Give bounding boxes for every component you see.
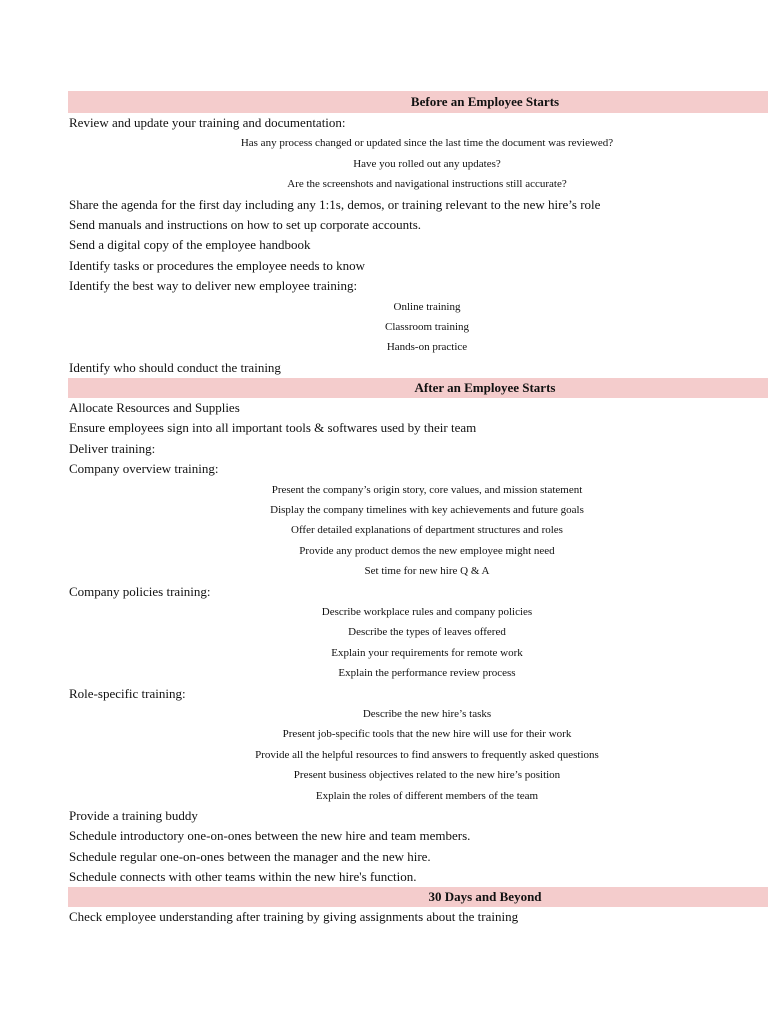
checklist-item: Review and update your training and documentation: [69, 115, 346, 130]
checklist-subitem: Provide all the helpful resources to find answers to frequently asked questions [255, 748, 599, 761]
checklist-subitem: Present job-specific tools that the new hire will use for their work [282, 728, 572, 741]
checklist-subitem: Describe the types of leaves offered [348, 626, 506, 639]
section-header-after: After an Employee Starts [68, 378, 768, 398]
checklist-subitem: Have you rolled out any updates? [353, 157, 501, 170]
checklist-subitem: Explain the performance review process [338, 667, 516, 680]
checklist-item: Schedule connects with other teams within the new hire's function. [69, 869, 417, 885]
checklist-item: Company policies training: [69, 583, 211, 599]
checklist-item: Send manuals and instructions on how to set up corporate accounts. [69, 216, 422, 232]
checklist-item: Ensure employees sign into all important tools & softwares used by their team [69, 420, 477, 436]
checklist-item: Identify the best way to deliver new employee training: [69, 278, 358, 294]
checklist-subitem: Set time for new hire Q & A [364, 565, 490, 578]
checklist-item: Identify who should conduct the training [69, 359, 281, 375]
checklist-subitem: Provide any product demos the new employee might need [299, 544, 555, 557]
checklist-item: Schedule regular one-on-ones between the manager and the new hire. [69, 848, 431, 864]
checklist-item: Identify tasks or procedures the employee needs to know [69, 257, 366, 273]
checklist-subitem: Explain the roles of different members of the team [315, 789, 539, 802]
checklist-item: Provide a training buddy [69, 807, 198, 823]
checklist-subitem: Online training [393, 300, 461, 313]
checklist-item: Share the agenda for the first day including any 1:1s, demos, or training relevant to the new hire’s role [69, 196, 601, 212]
checklist-subitem: Hands-on practice [386, 341, 468, 354]
checklist-subitem: Present business objectives related to the new hire’s position [293, 769, 561, 782]
checklist-item: Schedule introductory one-on-ones between the new hire and team members. [69, 828, 471, 844]
checklist-item: Company overview training: [69, 461, 219, 477]
checklist-subitem: Display the company timelines with key achievements and future goals [270, 504, 584, 517]
checklist-item: Send a digital copy of the employee handbook [69, 237, 311, 253]
checklist-subitem: Classroom training [384, 320, 470, 333]
section-header-before: Before an Employee Starts [68, 91, 768, 113]
checklist-subitem: Has any process changed or updated since the last time the document was reviewed? [240, 137, 614, 150]
checklist-item: Role-specific training: [69, 685, 186, 701]
checklist-subitem: Explain your requirements for remote work [331, 646, 523, 659]
section-header-30-days: 30 Days and Beyond [68, 887, 768, 907]
checklist-item: Check employee understanding after training by giving assignments about the training [69, 909, 519, 925]
onboarding-checklist-sheet [68, 91, 768, 928]
checklist-item: Allocate Resources and Supplies [69, 400, 240, 416]
checklist-subitem: Present the company’s origin story, core values, and mission statement [271, 483, 583, 496]
checklist-subitem: Describe the new hire’s tasks [362, 707, 492, 720]
checklist-subitem: Describe workplace rules and company policies [321, 605, 533, 618]
checklist-subitem: Offer detailed explanations of department structures and roles [291, 524, 563, 537]
checklist-subitem: Are the screenshots and navigational instructions still accurate? [287, 178, 567, 191]
checklist-item: Deliver training: [69, 440, 156, 456]
